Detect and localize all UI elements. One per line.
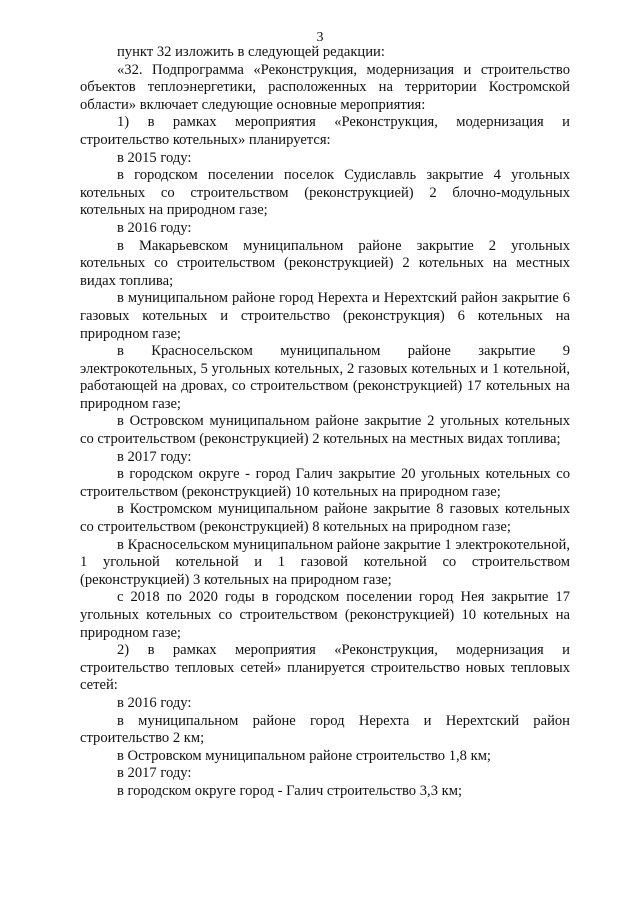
subprogram-heading: «32. Подпрограмма «Реконструкция, модернизация и строительство объектов теплоэнергетики, расположенных на территории Костромской области» включает следующие основные мероприятия:: [80, 61, 570, 113]
year-2016-label: в 2016 году:: [117, 219, 192, 236]
sudislavl-item: в городском поселении поселок Судиславль закрытие 4 угольных котельных со строительством (реконструкцией) 2 блочно-модульных котельных на природном газе;: [80, 167, 570, 219]
intro-instruction: пункт 32 изложить в следующей редакции:: [117, 44, 385, 60]
networks-year-2016-label: в 2016 году:: [117, 694, 192, 711]
nerekhta-networks-item: в муниципальном районе город Нерехта и Нерехтский район строительство 2 км;: [80, 712, 570, 747]
networks-year-2017-label: в 2017 году:: [117, 765, 192, 782]
krasnoselsky-2016-item: в Красносельском муниципальном районе закрытие 9 электрокотельных, 5 угольных котельных, 2 газовых котельных и 1 котельной, работающей на дровах, со строительством (реконструкцией) 17 котельных на природном газе;: [80, 343, 570, 412]
galich-boilers-item: в городском округе - город Галич закрытие 20 угольных котельных со строительством (реконструкцией) 10 котельных на природном газе;: [80, 466, 570, 500]
document-body: [80, 44, 570, 801]
ostrovsky-networks-item: в Островском муниципальном районе строительство 1,8 км;: [117, 747, 491, 764]
year-2017-label: в 2017 году:: [117, 448, 192, 465]
galich-networks-item: в городском округе город - Галич строительство 3,3 км;: [117, 782, 463, 799]
nerekhta-boilers-item: в муниципальном районе город Нерехта и Нерехтский район закрытие 6 газовых котельных и строительство (реконструкция) 6 котельных на природном газе;: [80, 290, 570, 342]
kostromskoy-item: в Костромском муниципальном районе закрытие 8 газовых котельных со строительством (реконструкцией) 8 котельных на природном газе;: [80, 501, 570, 536]
year-2015-label: в 2015 году:: [117, 149, 192, 166]
krasnoselsky-2017-item: в Красносельском муниципальном районе закрытие 1 электрокотельной, 1 угольной котельной и 1 газовой котельной со строительством (реконструкцией) 3 котельных на природном газе;: [80, 536, 570, 588]
makaryevsky-item: в Макарьевском муниципальном районе закрытие 2 угольных котельных со строительством (реконструкцией) 2 котельных на местных видах топлива;: [80, 237, 570, 289]
measure-boilers-intro: 1) в рамках мероприятия «Реконструкция, модернизация и строительство котельных» планируется:: [80, 114, 570, 148]
ostrovsky-boilers-item: в Островском муниципальном районе закрытие 2 угольных котельных со строительством (реконструкцией) 2 котельных на местных видах топлива;: [80, 413, 570, 448]
neya-item: с 2018 по 2020 годы в городском поселении город Нея закрытие 17 угольных котельных со строительством (реконструкцией) 10 котельных на природном газе;: [80, 589, 570, 641]
measure-heat-networks-intro: 2) в рамках мероприятия «Реконструкция, модернизация и строительство тепловых сетей» планируется строительство новых тепловых сетей:: [80, 642, 570, 694]
page-number: 3: [316, 30, 324, 45]
